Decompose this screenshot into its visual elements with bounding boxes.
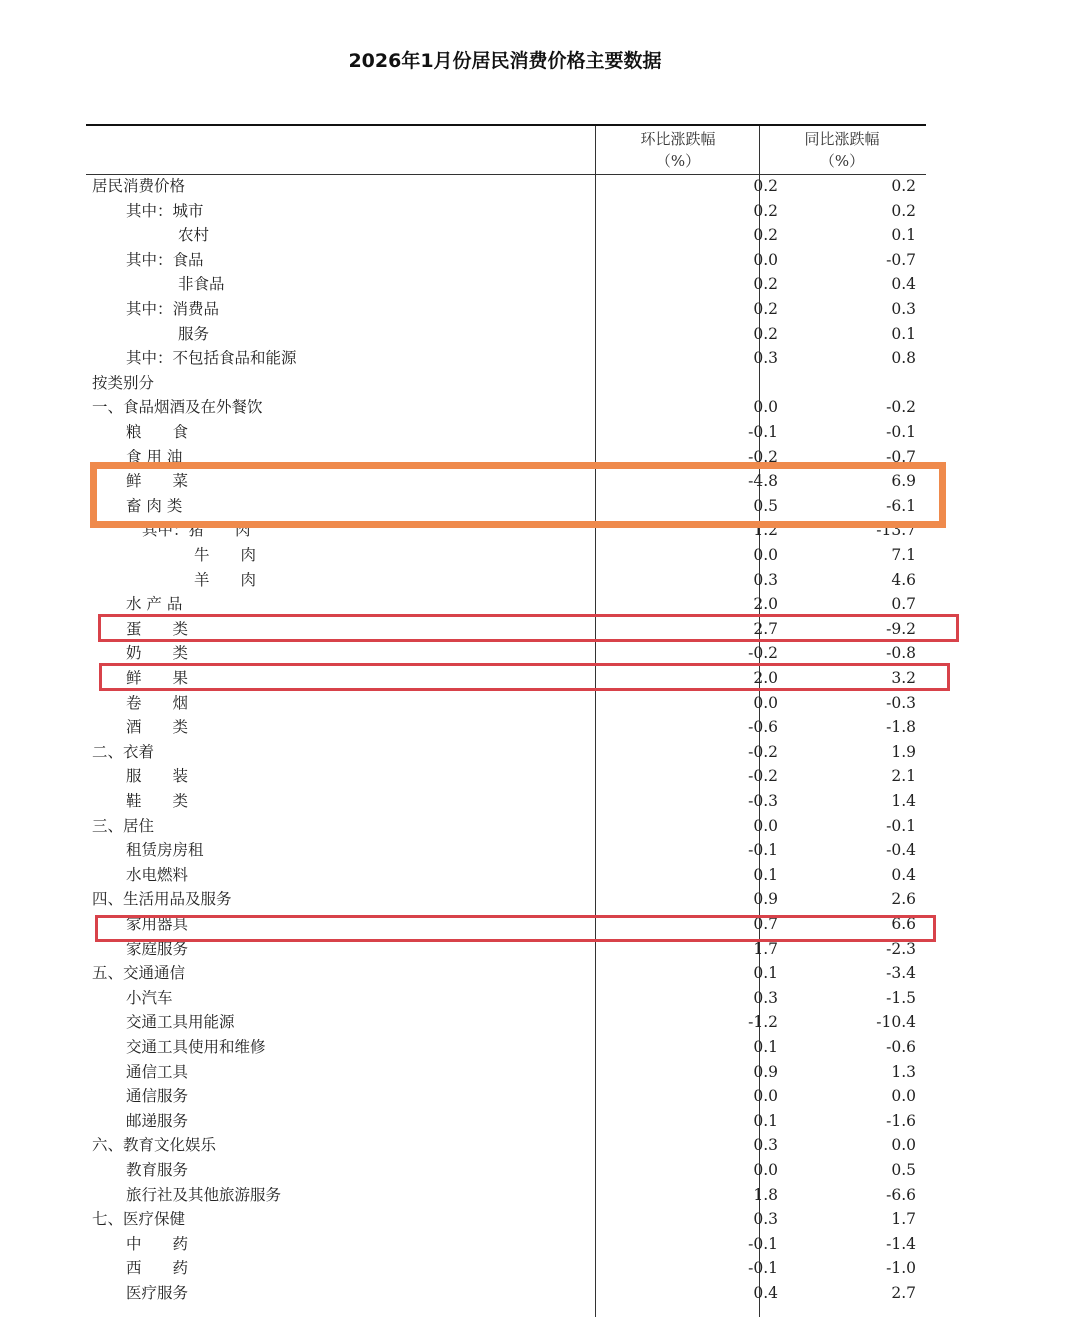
row-label: 三、居住 xyxy=(92,816,155,835)
row-label: 水 产 品 xyxy=(126,595,183,614)
yoy-value: 7.1 xyxy=(891,546,916,564)
row-label: 邮递服务 xyxy=(126,1111,189,1130)
yoy-value: 1.9 xyxy=(891,742,916,761)
row-label: 非食品 xyxy=(178,275,225,294)
highlight-red-box xyxy=(98,614,959,642)
row-label: 农村 xyxy=(178,226,210,245)
mom-value: 0.2 xyxy=(753,226,778,245)
document-title: 2026年1月份居民消费价格主要数据 xyxy=(348,50,662,72)
mom-value: 0.3 xyxy=(753,988,778,1007)
column-header-mom-label: 环比涨跌幅 xyxy=(640,130,716,148)
table-row xyxy=(86,272,926,297)
yoy-value: -3.4 xyxy=(886,964,916,983)
table-row xyxy=(86,174,926,199)
row-label: 水电燃料 xyxy=(126,865,189,884)
mom-value: 0.0 xyxy=(753,546,778,564)
row-label: 六、教育文化娱乐 xyxy=(92,1136,217,1155)
mom-value: -0.3 xyxy=(748,792,778,810)
row-label: 蛋 类 xyxy=(126,619,189,638)
yoy-value: -1.5 xyxy=(886,988,916,1007)
row-label: 其中：不包括食品和能源 xyxy=(126,349,297,368)
mom-value: 0.5 xyxy=(753,496,778,515)
yoy-value: -0.7 xyxy=(886,447,916,466)
table-row xyxy=(86,199,926,224)
table-row xyxy=(86,1281,926,1306)
column-header-mom xyxy=(596,128,760,172)
mom-value: 0.1 xyxy=(753,865,778,884)
yoy-value: 3.2 xyxy=(891,669,916,687)
mom-value: 0.2 xyxy=(753,275,778,294)
table-row xyxy=(86,248,926,273)
yoy-value: 2.7 xyxy=(891,1284,916,1302)
yoy-value: 4.6 xyxy=(891,570,916,589)
mom-value: 1.7 xyxy=(753,939,778,958)
table-row xyxy=(86,863,926,888)
yoy-value: 6.6 xyxy=(891,915,916,933)
mom-value: 0.3 xyxy=(753,1210,778,1229)
mom-value: 0.0 xyxy=(753,398,778,417)
row-label: 一、食品烟酒及在外餐饮 xyxy=(92,398,263,417)
mom-value: 0.7 xyxy=(753,915,778,933)
yoy-value: 1.7 xyxy=(891,1210,916,1229)
mom-value: -0.6 xyxy=(748,718,778,737)
table-row xyxy=(86,395,926,420)
row-label: 租赁房房租 xyxy=(126,841,204,860)
row-label: 食 用 油 xyxy=(126,447,183,466)
yoy-value: -0.2 xyxy=(886,398,916,417)
table-row xyxy=(86,1158,926,1183)
yoy-value: 2.6 xyxy=(891,890,916,909)
yoy-value: -6.1 xyxy=(886,496,916,515)
table-row xyxy=(86,1010,926,1035)
mom-value: -0.2 xyxy=(748,767,778,786)
mom-value: 0.9 xyxy=(753,890,778,909)
table-row xyxy=(86,691,926,716)
yoy-value: 0.8 xyxy=(891,349,916,368)
mom-value: 0.9 xyxy=(753,1062,778,1081)
yoy-value: -0.8 xyxy=(886,644,916,663)
row-label: 教育服务 xyxy=(126,1161,189,1179)
mom-value: 0.1 xyxy=(753,1111,778,1130)
yoy-value: 0.1 xyxy=(891,324,916,343)
table-row xyxy=(86,1109,926,1134)
table-row xyxy=(86,568,926,593)
table-row xyxy=(86,420,926,445)
mom-value: 0.0 xyxy=(753,693,778,712)
yoy-value: 0.5 xyxy=(891,1161,916,1179)
mom-value: -0.1 xyxy=(748,1259,778,1278)
yoy-value: 0.4 xyxy=(891,275,916,294)
mom-value: 2.0 xyxy=(753,669,778,687)
row-label: 旅行社及其他旅游服务 xyxy=(126,1185,282,1204)
mom-value: 0.2 xyxy=(753,300,778,318)
row-label: 五、交通通信 xyxy=(92,964,186,983)
row-label: 家庭服务 xyxy=(126,939,189,958)
row-label: 其中：消费品 xyxy=(126,300,220,318)
row-label: 奶 类 xyxy=(126,644,189,663)
table-row xyxy=(86,1133,926,1158)
mom-value: 2.7 xyxy=(753,619,778,638)
mom-value: 0.3 xyxy=(753,1136,778,1155)
mom-value: -0.2 xyxy=(748,644,778,663)
yoy-value: -1.6 xyxy=(886,1111,916,1130)
yoy-value: -9.2 xyxy=(886,619,916,638)
column-header-mom-unit: （%） xyxy=(655,152,701,170)
table-row xyxy=(86,223,926,248)
table-row xyxy=(86,789,926,814)
yoy-value: -0.1 xyxy=(886,423,916,441)
mom-value: 0.1 xyxy=(753,964,778,983)
row-label: 居民消费价格 xyxy=(92,177,186,195)
table-row xyxy=(86,297,926,322)
row-label: 其中：城市 xyxy=(126,201,204,220)
yoy-value: 0.3 xyxy=(891,300,916,318)
table-row xyxy=(86,715,926,740)
yoy-value: -1.8 xyxy=(886,718,916,737)
table-row xyxy=(86,986,926,1011)
mom-value: -0.1 xyxy=(748,841,778,860)
mom-value: 0.2 xyxy=(753,324,778,343)
yoy-value: 1.4 xyxy=(891,792,916,810)
column-header-yoy xyxy=(760,128,924,172)
mom-value: -0.1 xyxy=(748,423,778,441)
yoy-value: 0.7 xyxy=(891,595,916,614)
yoy-value: 2.1 xyxy=(891,767,916,786)
row-label: 家用器具 xyxy=(126,915,189,933)
yoy-value: -0.1 xyxy=(886,816,916,835)
row-label: 鲜 菜 xyxy=(126,472,189,491)
yoy-value: 0.4 xyxy=(891,865,916,884)
yoy-value: -13.7 xyxy=(876,521,916,540)
table-row xyxy=(86,1035,926,1060)
mom-value: 1.2 xyxy=(753,521,778,540)
table-row xyxy=(86,1060,926,1085)
mom-value: 0.0 xyxy=(753,1161,778,1179)
table-row xyxy=(86,1183,926,1208)
row-label: 鞋 类 xyxy=(126,792,189,810)
column-header-yoy-label: 同比涨跌幅 xyxy=(804,130,880,148)
yoy-value: 0.2 xyxy=(891,201,916,220)
table-row xyxy=(86,740,926,765)
highlight-red-box xyxy=(99,663,950,691)
yoy-value: 0.2 xyxy=(891,177,916,195)
row-label: 交通工具使用和维修 xyxy=(126,1038,266,1056)
row-label: 通信工具 xyxy=(126,1062,189,1081)
table-row xyxy=(86,1084,926,1109)
row-label: 服务 xyxy=(178,324,210,343)
row-label: 酒 类 xyxy=(126,718,189,737)
table-row xyxy=(86,887,926,912)
row-label: 二、衣着 xyxy=(92,742,155,761)
row-label: 通信服务 xyxy=(126,1087,189,1106)
yoy-value: -1.0 xyxy=(886,1259,916,1278)
row-label: 按类别分 xyxy=(92,373,155,392)
table-row xyxy=(86,543,926,568)
yoy-value: -6.6 xyxy=(886,1185,916,1204)
table-row xyxy=(86,1232,926,1257)
yoy-value: 1.3 xyxy=(891,1062,916,1081)
mom-value: 0.0 xyxy=(753,250,778,269)
row-label: 西 药 xyxy=(126,1259,189,1278)
mom-value: 0.0 xyxy=(753,1087,778,1106)
row-label: 医疗服务 xyxy=(126,1284,189,1302)
row-label: 中 药 xyxy=(126,1234,189,1253)
yoy-value: 0.1 xyxy=(891,226,916,245)
mom-value: 0.4 xyxy=(753,1284,778,1302)
row-label: 卷 烟 xyxy=(126,693,189,712)
yoy-value: -1.4 xyxy=(886,1234,916,1253)
row-label: 牛 肉 xyxy=(194,546,257,564)
yoy-value: 0.0 xyxy=(891,1087,916,1106)
row-label: 小汽车 xyxy=(126,988,173,1007)
yoy-value: -10.4 xyxy=(876,1013,916,1032)
highlight-red-box xyxy=(95,915,936,942)
table-row xyxy=(86,961,926,986)
row-label: 羊 肉 xyxy=(194,570,257,589)
yoy-value: -0.7 xyxy=(886,250,916,269)
table-top-rule xyxy=(86,124,926,126)
mom-value: 2.0 xyxy=(753,595,778,614)
mom-value: 0.3 xyxy=(753,570,778,589)
table-row xyxy=(86,764,926,789)
yoy-value: -0.6 xyxy=(886,1038,916,1056)
mom-value: 0.0 xyxy=(753,816,778,835)
table-row xyxy=(86,1256,926,1281)
yoy-value: 0.0 xyxy=(891,1136,916,1155)
row-label: 交通工具用能源 xyxy=(126,1013,235,1032)
mom-value: -0.2 xyxy=(748,447,778,466)
row-label: 畜 肉 类 xyxy=(126,496,183,515)
mom-value: 0.3 xyxy=(753,349,778,368)
mom-value: -4.8 xyxy=(748,472,778,491)
yoy-value: -2.3 xyxy=(886,939,916,958)
highlight-orange-box xyxy=(90,462,946,528)
mom-value: -0.1 xyxy=(748,1234,778,1253)
row-label: 其中：食品 xyxy=(126,250,204,269)
mom-value: -0.2 xyxy=(748,742,778,761)
table-row xyxy=(86,814,926,839)
mom-value: 1.8 xyxy=(753,1185,778,1204)
row-label: 粮 食 xyxy=(126,423,189,441)
mom-value: 0.2 xyxy=(753,201,778,220)
mom-value: 0.1 xyxy=(753,1038,778,1056)
row-label: 七、医疗保健 xyxy=(92,1210,186,1229)
column-header-yoy-unit: （%） xyxy=(819,152,865,170)
table-row xyxy=(86,838,926,863)
row-label: 鲜 果 xyxy=(126,669,189,687)
table-row xyxy=(86,322,926,347)
yoy-value: -0.3 xyxy=(886,693,916,712)
row-label: 其中：猪 肉 xyxy=(142,521,251,540)
table-row xyxy=(86,346,926,371)
mom-value: 0.2 xyxy=(753,177,778,195)
row-label: 服 装 xyxy=(126,767,189,786)
table-row xyxy=(86,1207,926,1232)
mom-value: -1.2 xyxy=(748,1013,778,1032)
yoy-value: 6.9 xyxy=(891,472,916,491)
yoy-value: -0.4 xyxy=(886,841,916,860)
row-label: 四、生活用品及服务 xyxy=(92,890,232,909)
table-row xyxy=(86,371,926,396)
